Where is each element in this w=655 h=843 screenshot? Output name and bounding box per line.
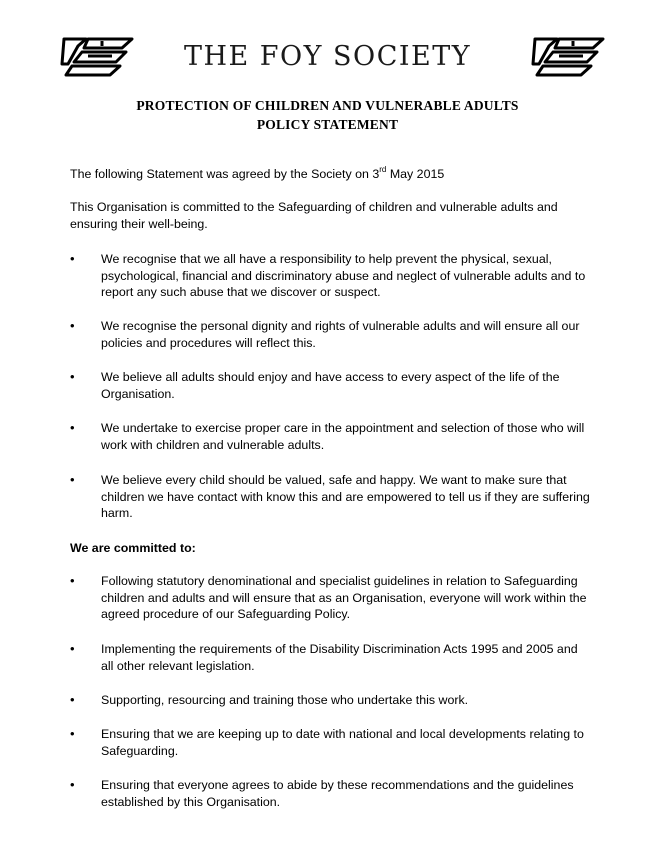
bullet-icon: • (70, 573, 75, 588)
commitment-statement: This Organisation is committed to the Safeguarding of children and vulnerable adults and ensuring their well-being. (70, 200, 558, 231)
list-item (70, 777, 590, 810)
bullet-icon: • (70, 369, 75, 384)
bullet-icon: • (70, 318, 75, 333)
principle-text: We undertake to exercise proper care in the appointment and selection of those who will work with children and vulnerable adults. (101, 421, 585, 452)
list-item (70, 420, 590, 453)
list-item (70, 318, 590, 351)
bullet-icon: • (70, 472, 75, 487)
principle-text: We believe every child should be valued, safe and happy. We want to make sure that children we have contact with know this and are empowered to tell us if they are suffering harm. (101, 473, 590, 520)
bullet-icon: • (70, 726, 75, 741)
foy-logo-icon (529, 36, 605, 78)
bullet-icon: • (70, 692, 75, 707)
organisation-name: THE FOY SOCIETY (183, 41, 472, 72)
bullet-icon: • (70, 251, 75, 266)
commitment-text: Ensuring that we are keeping up to date with national and local developments relating to Safeguarding. (101, 727, 584, 758)
commitment-text: Following statutory denominational and specialist guidelines in relation to Safeguarding children and adults and will ensure that as an Organisation, everyone will work within the agreed procedure of our Safeguarding Policy. (101, 574, 587, 621)
list-item (70, 472, 590, 522)
document-title: PROTECTION OF CHILDREN AND VULNERABLE ADULTS (136, 98, 519, 113)
bullet-icon: • (70, 777, 75, 792)
bullet-icon: • (70, 420, 75, 435)
list-item (70, 369, 590, 402)
principle-text: We recognise that we all have a responsibility to help prevent the physical, sexual, psychological, financial and discriminatory abuse and neglect of vulnerable adults and to report any such abuse that we discover or suspect. (101, 252, 586, 299)
commitments-heading: We are committed to: (70, 541, 196, 555)
list-item (70, 692, 590, 709)
list-item (70, 641, 590, 674)
list-item (70, 726, 590, 759)
principle-text: We believe all adults should enjoy and have access to every aspect of the life of the Organisation. (101, 370, 560, 401)
agreed-date-statement: The following Statement was agreed by the Society on 3rd May 2015 (70, 164, 445, 181)
commitment-text: Supporting, resourcing and training those who undertake this work. (101, 693, 469, 707)
list-item (70, 251, 590, 301)
bullet-icon: • (70, 641, 75, 656)
commitment-text: Implementing the requirements of the Disability Discrimination Acts 1995 and 2005 and all other relevant legislation. (101, 642, 578, 673)
document-subtitle: POLICY STATEMENT (256, 117, 399, 132)
commitment-text: Ensuring that everyone agrees to abide by these recommendations and the guidelines established by this Organisation. (101, 778, 574, 809)
list-item (70, 573, 590, 623)
principle-text: We recognise the personal dignity and rights of vulnerable adults and will ensure all our policies and procedures will reflect this. (101, 319, 580, 350)
